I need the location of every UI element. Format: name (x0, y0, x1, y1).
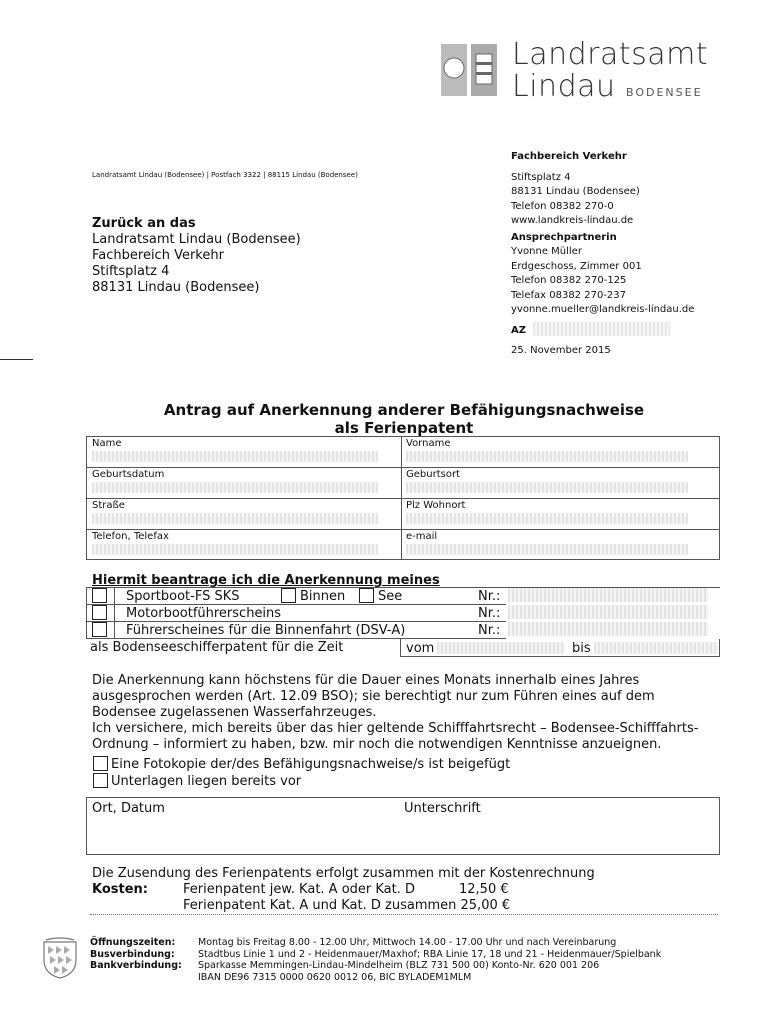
contact-room: Erdgeschoss, Zimmer 001 (511, 260, 642, 272)
name-input[interactable] (92, 451, 378, 462)
bavarian-coat-of-arms-icon (40, 936, 80, 980)
geburtsdatum-input[interactable] (92, 482, 378, 493)
motorboot-label: Motorbootführerscheins (126, 606, 282, 621)
personal-data-grid (86, 436, 720, 560)
sportboot-checkbox[interactable] (92, 588, 107, 603)
nr-input-1[interactable] (508, 588, 708, 602)
bis-label: bis (572, 641, 591, 656)
signature-label: Unterschrift (404, 801, 481, 816)
nr-input-3[interactable] (508, 622, 708, 636)
vom-input[interactable] (437, 642, 565, 654)
telefon-input[interactable] (92, 544, 378, 555)
return-line: Fachbereich Verkehr (92, 248, 224, 263)
title-line2: als Ferienpatent (334, 419, 474, 437)
costs-label: Kosten: (92, 882, 148, 897)
plz-wohnort-input[interactable] (406, 513, 688, 524)
vorname-label: Vorname (406, 438, 451, 449)
costs-price1: 12,50 € (459, 882, 509, 897)
binnenfahrt-label: Führerscheines für die Binnenfahrt (DSV-A) (126, 623, 406, 638)
strasse-input[interactable] (92, 513, 378, 524)
nr-label: Nr.: (478, 589, 501, 604)
az-field[interactable] (533, 322, 670, 336)
email-label: e-mail (406, 531, 438, 542)
hours-text: Montag bis Freitag 8.00 - 12.00 Uhr, Mittwoch 14.00 - 17.00 Uhr und nach Vereinbarung (198, 937, 617, 948)
documents-existing-label: Unterlagen liegen bereits vor (111, 774, 302, 789)
application-heading: Hiermit beantrage ich die Anerkennung meines (92, 573, 440, 588)
vom-label: vom (406, 641, 435, 656)
hours-label: Öffnungszeiten: (90, 937, 176, 948)
bus-label: Busverbindung: (90, 948, 175, 960)
costs-line1: Ferienpatent jew. Kat. A oder Kat. D (183, 882, 416, 897)
telefon-label: Telefon, Telefax (92, 531, 169, 542)
geburtsdatum-label: Geburtsdatum (92, 469, 165, 480)
contact-phone: Telefon 08382 270-125 (511, 275, 627, 286)
costs-intro: Die Zusendung des Ferienpatents erfolgt zusammen mit der Kostenrechnung (92, 866, 595, 881)
department: Fachbereich Verkehr (511, 151, 627, 162)
return-line: 88131 Lindau (Bodensee) (92, 280, 260, 295)
nr-label: Nr.: (478, 623, 501, 638)
paragraph-line: Bodensee zugelassenen Wasserfahrzeuges. (92, 705, 377, 720)
footer (90, 937, 662, 983)
fold-mark (0, 359, 33, 360)
see-label: See (378, 589, 403, 604)
paragraph-line: Ordnung – informiert zu haben, bzw. mir noch die notwendigen Kenntnisse anzueignen. (92, 737, 662, 752)
bank-label: Bankverbindung: (90, 960, 182, 971)
signature-box (86, 797, 720, 855)
name-label: Name (92, 438, 122, 449)
logo-line1: Landratsamt (512, 37, 709, 72)
divider (90, 914, 718, 915)
nr-label: Nr.: (478, 606, 501, 621)
return-line: Stiftsplatz 4 (92, 264, 170, 279)
motorboot-checkbox[interactable] (92, 605, 107, 620)
contact-name: Yvonne Müller (511, 246, 582, 257)
coat-of-arms-icon (440, 42, 500, 102)
form-title (88, 401, 720, 437)
city: 88131 Lindau (Bodensee) (511, 186, 640, 197)
return-heading: Zurück an das (92, 216, 196, 231)
binnenfahrt-checkbox[interactable] (92, 622, 107, 637)
plz-wohnort-label: Plz Wohnort (406, 500, 466, 511)
sportboot-label: Sportboot-FS SKS (126, 589, 240, 604)
contact-email: yvonne.mueller@landkreis-lindau.de (511, 304, 695, 315)
documents-existing-checkbox[interactable] (93, 773, 108, 788)
logo-line3: BODENSEE (626, 86, 703, 99)
geburtsort-label: Geburtsort (406, 469, 460, 480)
copy-attached-checkbox[interactable] (93, 756, 108, 771)
bis-input[interactable] (594, 642, 718, 654)
paragraph-line: Ich versichere, mich bereits über das hier geltende Schifffahrtsrecht – Bodensee-Schifffahrts- (92, 721, 699, 736)
vorname-input[interactable] (406, 451, 688, 462)
binnen-checkbox[interactable] (281, 588, 296, 603)
bank-text: Sparkasse Memmingen-Lindau-Mindelheim (BLZ 731 500 00) Konto-Nr. 620 001 206 (198, 960, 600, 971)
contact-block (511, 150, 741, 358)
logo-line2: Lindau (512, 69, 616, 104)
contact-fax: Telefax 08382 270-237 (511, 289, 627, 301)
paragraph-line: Die Anerkennung kann höchstens für die Dauer eines Monats innerhalb eines Jahres (92, 673, 640, 688)
geburtsort-input[interactable] (406, 482, 688, 493)
email-input[interactable] (406, 544, 688, 555)
nr-input-2[interactable] (508, 605, 708, 619)
strasse-label: Straße (92, 500, 125, 511)
return-line: Landratsamt Lindau (Bodensee) (92, 232, 301, 247)
contact-heading: Ansprechpartnerin (511, 231, 617, 243)
see-checkbox[interactable] (359, 588, 374, 603)
sender-line: Landratsamt Lindau (Bodensee) | Postfach 3322 | 88115 Lindau (Bodensee) (92, 171, 358, 179)
letter-date: 25. November 2015 (511, 344, 611, 356)
paragraph-line: ausgesprochen werden (Art. 12.09 BSO); sie berechtigt nur zum Führen eines auf dem (92, 689, 655, 704)
info-paragraph (92, 673, 722, 753)
copy-attached-label: Eine Fotokopie der/des Befähigungsnachweise/s ist beigefügt (111, 757, 511, 772)
iban-text: IBAN DE96 7315 0000 0620 0012 06, BIC BYLADEM1MLM (198, 971, 472, 983)
website: www.landkreis-lindau.de (511, 215, 634, 226)
binnen-label: Binnen (300, 589, 346, 604)
street: Stiftsplatz 4 (511, 171, 571, 183)
bus-text: Stadtbus Linie 1 und 2 - Heidenmauer/Maxhof; RBA Linie 17, 18 und 21 - Heidenmauer/Spielbank (198, 948, 662, 960)
place-date-label: Ort, Datum (92, 801, 165, 816)
logo (440, 37, 730, 105)
costs-line2: Ferienpatent Kat. A und Kat. D zusammen 25,00 € (183, 898, 511, 913)
period-label: als Bodenseeschifferpatent für die Zeit (90, 640, 344, 655)
az-label: AZ (511, 324, 526, 336)
phone: Telefon 08382 270-0 (511, 200, 614, 212)
title-line1: Antrag auf Anerkennung anderer Befähigungsnachweise (163, 401, 645, 419)
return-address (92, 216, 301, 296)
